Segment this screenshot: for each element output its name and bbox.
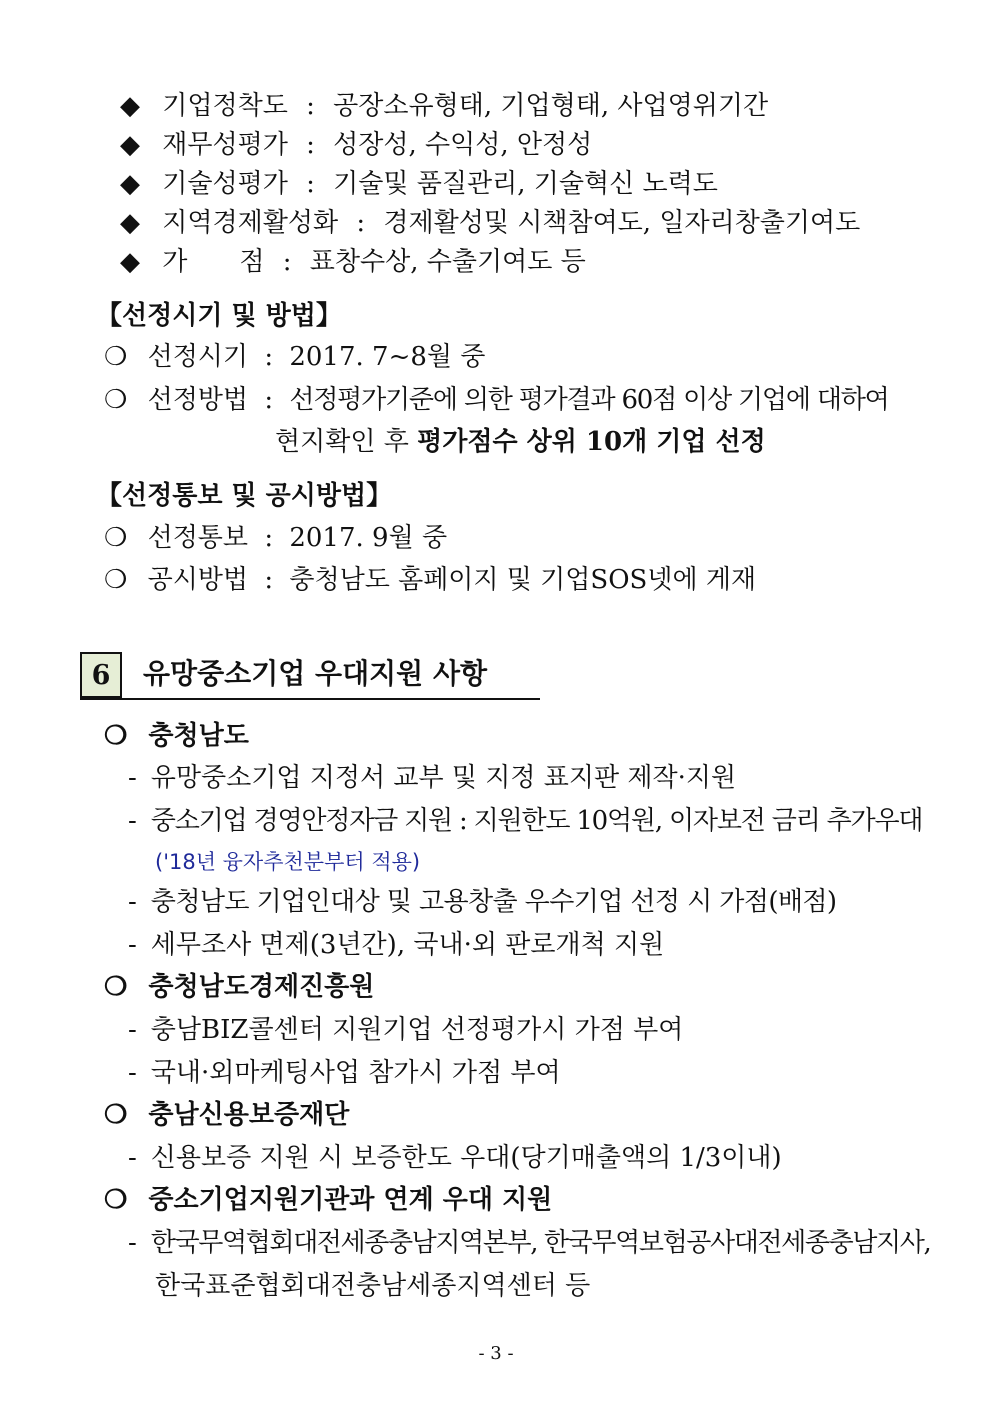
criteria-label: 기업정착도 — [162, 91, 288, 121]
circle-bullet-icon: ❍ — [104, 972, 128, 1002]
group-title-promotion-agency — [104, 971, 374, 1003]
notice-notify-row — [104, 522, 447, 554]
list-item — [128, 886, 836, 918]
colon: : — [264, 385, 274, 415]
criteria-row-2 — [120, 129, 592, 161]
dash-bullet: - — [128, 1228, 137, 1258]
section-underline — [80, 698, 540, 700]
list-item — [128, 762, 736, 794]
page-number: - 3 - — [478, 1343, 514, 1364]
list-item-text: 유망중소기업 지정서 교부 및 지정 표지판 제작·지원 — [150, 763, 737, 793]
list-item — [128, 929, 664, 961]
dash-bullet: - — [128, 887, 137, 917]
selection-time-label: 선정시기 — [147, 342, 249, 372]
list-item-text: 신용보증 지원 시 보증한도 우대(당기매출액의 1/3이내) — [150, 1143, 782, 1173]
dash-bullet: - — [128, 1058, 137, 1088]
list-item-text: 충남BIZ콜센터 지원기업 선정평가시 가점 부여 — [150, 1015, 684, 1045]
selection-method-row — [104, 384, 889, 416]
selection-heading: 【선정시기 및 방법】 — [96, 301, 342, 331]
notice-heading: 【선정통보 및 공시방법】 — [96, 481, 393, 511]
colon: : — [264, 565, 274, 595]
criteria-row-5 — [120, 246, 586, 278]
selection-method-highlight: 평가점수 상위 10개 기업 선정 — [417, 427, 766, 457]
criteria-text: 경제활성및 시책참여도, 일자리창출기여도 — [383, 208, 861, 238]
selection-method-text: 선정평가기준에 의한 평가결과 60점 이상 기업에 대하여 — [289, 385, 889, 415]
group-title-text: 충청남도 — [148, 721, 249, 751]
list-item-text: 국내·외마케팅사업 참가시 가점 부여 — [150, 1058, 561, 1088]
dash-bullet: - — [128, 1015, 137, 1045]
selection-method-label: 선정방법 — [147, 385, 249, 415]
criteria-row-3 — [120, 168, 718, 200]
list-item-text: 한국무역협회대전세종충남지역본부, 한국무역보험공사대전세종충남지사, — [150, 1228, 931, 1258]
circle-bullet-icon: ❍ — [104, 1100, 128, 1130]
dash-bullet: - — [128, 806, 137, 836]
group-title-chungnam — [104, 720, 249, 752]
notice-notify-label: 선정통보 — [147, 523, 249, 553]
criteria-text: 기술및 품질관리, 기술혁신 노력도 — [333, 169, 718, 199]
section-title: 유망중소기업 우대지원 사항 — [143, 657, 488, 690]
criteria-label: 가 점 — [162, 247, 265, 277]
circle-bullet-icon: ❍ — [104, 523, 128, 553]
notice-publish-value: 충청남도 홈페이지 및 기업SOS넷에 게재 — [289, 565, 757, 595]
circle-bullet-icon: ❍ — [104, 721, 128, 751]
dash-bullet: - — [128, 1143, 137, 1173]
criteria-row-4 — [120, 207, 860, 239]
notice-notify-value: 2017. 9월 중 — [289, 523, 448, 553]
colon: : — [306, 169, 315, 199]
notice-publish-row — [104, 564, 756, 596]
diamond-bullet-icon: ◆ — [120, 169, 140, 199]
circle-bullet-icon: ❍ — [104, 385, 128, 415]
list-item — [128, 1014, 683, 1046]
criteria-label: 재무성평가 — [162, 130, 288, 160]
group-title-partner-agencies — [104, 1184, 552, 1216]
diamond-bullet-icon: ◆ — [120, 91, 140, 121]
dash-bullet: - — [128, 763, 137, 793]
circle-bullet-icon: ❍ — [104, 565, 128, 595]
criteria-text: 공장소유형태, 기업형태, 사업영위기간 — [333, 91, 769, 121]
criteria-row-1 — [120, 90, 768, 122]
group-title-credit-guarantee — [104, 1099, 349, 1131]
selection-method-continuation — [275, 426, 766, 458]
group-title-text: 충남신용보증재단 — [148, 1100, 350, 1130]
selection-time-row — [104, 341, 485, 373]
list-item — [128, 1227, 930, 1259]
section-number-box: 6 — [80, 652, 122, 698]
criteria-label: 지역경제활성화 — [162, 208, 339, 238]
financing-note: ('18년 융자추천분부터 적용) — [155, 850, 421, 874]
colon: : — [306, 130, 315, 160]
colon: : — [282, 247, 292, 277]
group-title-text: 충청남도경제진흥원 — [148, 972, 375, 1002]
criteria-label: 기술성평가 — [162, 169, 288, 199]
colon: : — [264, 342, 274, 372]
list-item — [128, 805, 922, 837]
list-item-text: 중소기업 경영안정자금 지원 : 지원한도 10억원, 이자보전 금리 추가우대 — [150, 806, 923, 836]
selection-method-text-2: 현지확인 후 — [275, 427, 418, 457]
list-item — [128, 1142, 782, 1174]
criteria-text: 성장성, 수익성, 안정성 — [333, 130, 593, 160]
colon: : — [264, 523, 274, 553]
diamond-bullet-icon: ◆ — [120, 247, 140, 277]
colon: : — [356, 208, 366, 238]
diamond-bullet-icon: ◆ — [120, 208, 140, 238]
criteria-text: 표창수상, 수출기여도 등 — [309, 247, 586, 277]
circle-bullet-icon: ❍ — [104, 1185, 128, 1215]
notice-publish-label: 공시방법 — [147, 565, 249, 595]
group-title-text: 중소기업지원기관과 연계 우대 지원 — [148, 1185, 553, 1215]
diamond-bullet-icon: ◆ — [120, 130, 140, 160]
circle-bullet-icon: ❍ — [104, 342, 128, 372]
list-item-text: 충청남도 기업인대상 및 고용창출 우수기업 선정 시 가점(배점) — [150, 887, 837, 917]
list-item — [128, 1057, 561, 1089]
list-item-text: 세무조사 면제(3년간), 국내·외 판로개척 지원 — [150, 930, 665, 960]
list-item-continuation: 한국표준협회대전충남세종지역센터 등 — [155, 1271, 591, 1301]
selection-time-value: 2017. 7~8월 중 — [289, 342, 486, 372]
colon: : — [306, 91, 315, 121]
dash-bullet: - — [128, 930, 137, 960]
